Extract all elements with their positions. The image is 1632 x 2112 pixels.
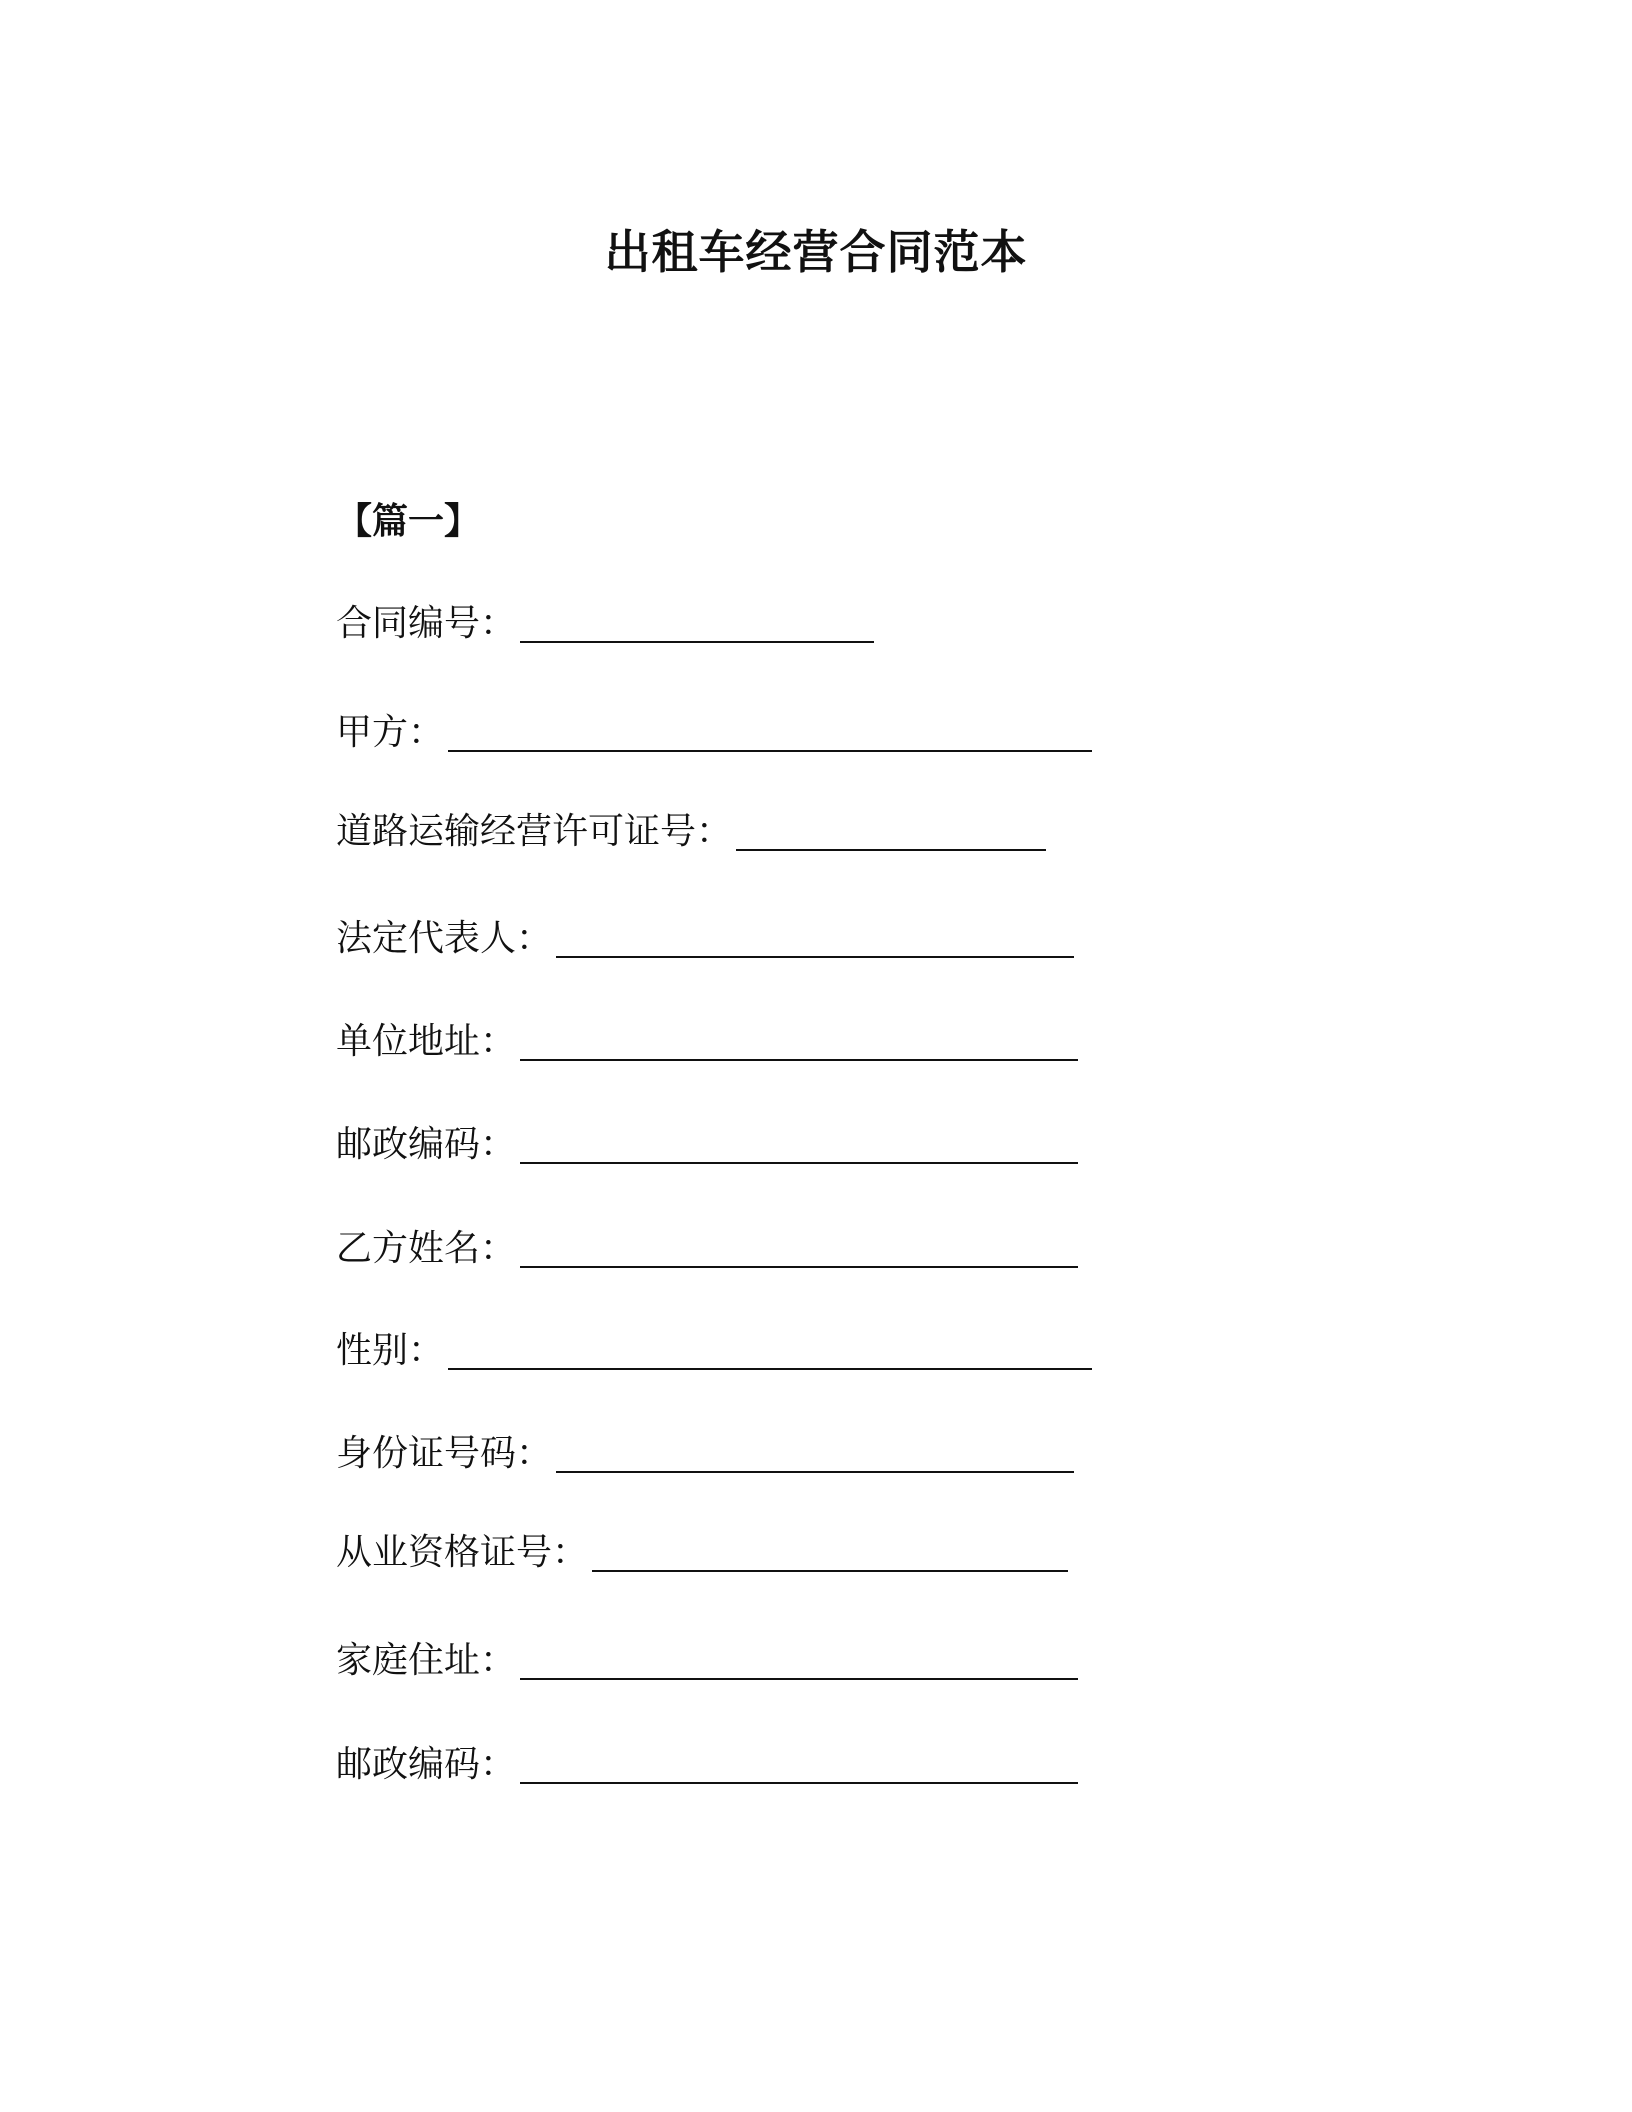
field-postal-code-b	[336, 1738, 1078, 1790]
fill-in-blank[interactable]	[556, 920, 1074, 958]
fill-in-blank[interactable]	[520, 1642, 1078, 1680]
fill-in-blank[interactable]	[736, 813, 1046, 851]
field-contract-number	[336, 597, 874, 649]
field-label: 从业资格证号：	[336, 1532, 589, 1573]
field-qualification-number	[336, 1526, 1068, 1578]
document-title: 出租车经营合同范本	[604, 225, 1028, 279]
field-label: 合同编号：	[336, 603, 517, 644]
field-legal-representative	[336, 912, 1074, 964]
fill-in-blank[interactable]	[520, 1230, 1078, 1268]
field-label: 邮政编码：	[336, 1124, 517, 1165]
field-party-b-name	[336, 1222, 1078, 1274]
fill-in-blank[interactable]	[448, 714, 1092, 752]
field-label: 法定代表人：	[336, 918, 553, 959]
field-label: 单位地址：	[336, 1021, 517, 1062]
field-label: 性别：	[336, 1330, 445, 1371]
fill-in-blank[interactable]	[520, 605, 874, 643]
field-company-address	[336, 1015, 1078, 1067]
field-party-a	[336, 706, 1092, 758]
section-heading: 【篇一】	[336, 501, 481, 542]
field-postal-code-a	[336, 1118, 1078, 1170]
fill-in-blank[interactable]	[520, 1126, 1078, 1164]
field-label: 甲方：	[336, 712, 445, 753]
field-gender	[336, 1324, 1092, 1376]
fill-in-blank[interactable]	[556, 1435, 1074, 1473]
field-label: 邮政编码：	[336, 1744, 517, 1785]
field-transport-license	[336, 805, 1046, 857]
fill-in-blank[interactable]	[520, 1023, 1078, 1061]
field-label: 道路运输经营许可证号：	[336, 811, 733, 852]
field-id-number	[336, 1427, 1074, 1479]
field-label: 乙方姓名：	[336, 1228, 517, 1269]
fill-in-blank[interactable]	[520, 1746, 1078, 1784]
fill-in-blank[interactable]	[448, 1332, 1092, 1370]
field-label: 家庭住址：	[336, 1640, 517, 1681]
field-label: 身份证号码：	[336, 1433, 553, 1474]
field-home-address	[336, 1634, 1078, 1686]
fill-in-blank[interactable]	[592, 1534, 1068, 1572]
